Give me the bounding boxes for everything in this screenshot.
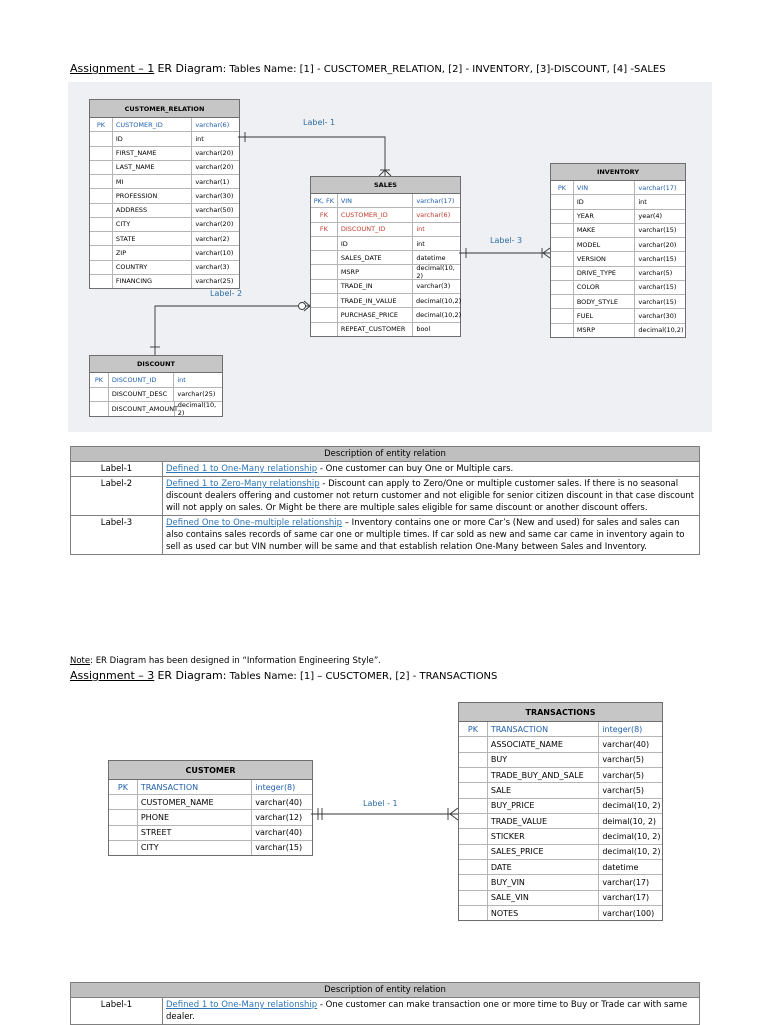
column-name: BUY_VIN — [488, 875, 599, 889]
column-name: ZIP — [113, 246, 192, 259]
column-type: varchar(50) — [195, 206, 234, 215]
column-type: varchar(15) — [255, 843, 303, 853]
column-name: LAST_NAME — [113, 161, 192, 174]
column-type: varchar(25) — [177, 390, 216, 399]
column-name: MSRP — [574, 324, 636, 337]
column-name: DISCOUNT_ID — [338, 223, 414, 236]
column-name: DISCOUNT_ID — [109, 373, 175, 387]
connector-label-1 — [238, 137, 385, 176]
table-title: CUSTOMER_RELATION — [90, 100, 239, 118]
column-type: int — [416, 239, 425, 248]
column-name: CITY — [113, 218, 192, 231]
column-name: MI — [113, 175, 192, 188]
description-label: Label-1 — [71, 998, 163, 1025]
column-type: int — [177, 375, 186, 384]
column-name: FIRST_NAME — [113, 147, 192, 160]
key-cell: FK — [311, 223, 338, 236]
column-type: decimal(10, 2) — [416, 264, 455, 281]
column-type: int — [195, 134, 204, 143]
column-name: PURCHASE_PRICE — [338, 308, 413, 321]
column-type: varchar(100) — [602, 908, 655, 918]
column-name: VIN — [574, 181, 636, 194]
description-title: Description of entity relation — [71, 983, 700, 998]
column-type: decimal(10,2) — [416, 296, 462, 305]
description-label: Label-3 — [71, 516, 163, 555]
heading-rest: Tables Name: [1] – CUSCTOMER, [2] - TRANSACTIONS — [226, 671, 498, 682]
column-name: COLOR — [574, 281, 636, 294]
relation-label-2: Label- 2 — [210, 289, 243, 298]
key-cell: PK — [459, 722, 488, 736]
column-type: integer(8) — [602, 724, 643, 734]
key-cell: FK — [311, 208, 338, 221]
column-type: varchar(5) — [602, 755, 645, 765]
column-type: varchar(40) — [602, 740, 650, 750]
column-name: PROFESSION — [113, 189, 192, 202]
column-type: int — [416, 225, 425, 234]
column-type: integer(8) — [255, 782, 296, 792]
column-type: varchar(20) — [638, 240, 677, 249]
column-name: CUSTOMER_NAME — [138, 795, 252, 809]
column-type: int — [638, 197, 647, 206]
column-name: CUSTOMER_ID — [113, 118, 192, 131]
key-cell: PK — [90, 118, 113, 131]
column-name: ASSOCIATE_NAME — [488, 737, 599, 751]
column-type: varchar(6) — [416, 210, 451, 219]
note-label: Note — [70, 656, 91, 666]
relationship-link[interactable]: Defined 1 to Zero-Many relationship — [166, 479, 320, 489]
column-type: varchar(5) — [602, 786, 645, 796]
heading-er-label: ER Diagram — [157, 62, 223, 75]
column-name: DISCOUNT_AMOUNT — [109, 402, 175, 416]
relationship-link[interactable]: Defined 1 to One-Many relationship — [166, 1000, 318, 1010]
column-type: varchar(40) — [255, 797, 303, 807]
column-name: DATE — [488, 860, 599, 874]
relation-label-1: Label - 1 — [363, 799, 398, 808]
column-type: decimal(10, 2) — [177, 400, 217, 417]
column-type: varchar(20) — [195, 149, 234, 158]
column-name: ID — [113, 132, 192, 145]
column-name: MODEL — [574, 238, 636, 251]
column-name: COUNTRY — [113, 261, 192, 274]
column-name: STATE — [113, 232, 192, 245]
column-name: BODY_STYLE — [574, 295, 636, 308]
column-name: TRANSACTION — [138, 780, 252, 794]
column-name: MSRP — [338, 265, 414, 278]
note-text: : ER Diagram has been designed in “Information Engineering Style”. — [90, 656, 381, 666]
heading-assignment-label: Assignment – 1 — [70, 62, 155, 75]
column-type: deimal(10, 2) — [602, 816, 657, 826]
column-type: decimal(10, 2) — [602, 801, 661, 811]
column-type: varchar(3) — [195, 263, 230, 272]
column-name: TRADE_BUY_AND_SALE — [488, 768, 599, 782]
column-type: varchar(6) — [195, 120, 230, 129]
heading-er-label: ER Diagram: — [157, 669, 227, 682]
column-name: DISCOUNT_DESC — [109, 388, 175, 402]
column-type: decimal(10, 2) — [602, 847, 661, 857]
relation-label-3: Label- 3 — [490, 236, 523, 245]
column-name: FINANCING — [113, 275, 192, 288]
key-cell: PK — [551, 181, 574, 194]
column-type: bool — [416, 325, 431, 334]
column-name: NOTES — [488, 906, 599, 920]
column-type: datetime — [602, 862, 639, 872]
column-name: TRANSACTION — [488, 722, 599, 736]
column-type: varchar(5) — [602, 770, 645, 780]
description-text: - One customer can buy One or Multiple cars. — [317, 464, 514, 474]
column-type: varchar(12) — [255, 812, 303, 822]
column-name: CITY — [138, 841, 252, 855]
column-name: FUEL — [574, 309, 636, 322]
column-type: varchar(17) — [602, 893, 650, 903]
column-type: varchar(20) — [195, 220, 234, 229]
description-label: Label-2 — [71, 477, 163, 516]
column-type: decimal(10,2) — [416, 311, 462, 320]
table-title: INVENTORY — [551, 164, 685, 181]
column-name: SALES_DATE — [338, 251, 414, 264]
connector-label-2 — [155, 306, 310, 355]
key-cell: PK — [109, 780, 138, 794]
column-name: SALE — [488, 783, 599, 797]
column-type: varchar(20) — [195, 163, 234, 172]
column-type: year(4) — [638, 212, 663, 221]
description-text: – Inventory contains one or more Car’s (New and used) for sales and sales can also contains sales records of same car one or multiple times. If car sold as new and same car came in inventory again to sell as used car but VIN number will be same and that establish relation One-Many between Sales and Inventory. — [166, 518, 685, 552]
column-name: VIN — [338, 194, 414, 207]
column-type: varchar(25) — [195, 277, 234, 286]
column-type: varchar(2) — [195, 234, 230, 243]
column-name: MAKE — [574, 224, 636, 237]
description-label: Label-1 — [71, 462, 163, 477]
column-type: varchar(1) — [195, 177, 230, 186]
column-name: STREET — [138, 826, 252, 840]
relationship-link[interactable]: Defined One to One–multiple relationship — [166, 518, 343, 528]
column-type: varchar(3) — [416, 282, 451, 291]
column-type: varchar(17) — [602, 878, 650, 888]
column-type: decimal(10,2) — [638, 326, 684, 335]
column-name: VERSION — [574, 252, 636, 265]
table-title: CUSTOMER — [109, 761, 312, 780]
description-title: Description of entity relation — [71, 447, 700, 462]
column-type: varchar(15) — [638, 297, 677, 306]
column-name: REPEAT_CUSTOMER — [338, 323, 414, 336]
column-name: TRADE_IN_VALUE — [338, 294, 413, 307]
column-name: YEAR — [574, 210, 636, 223]
column-name: PHONE — [138, 810, 252, 824]
column-name: SALES_PRICE — [488, 845, 599, 859]
column-type: varchar(10) — [195, 248, 234, 257]
column-name: BUY — [488, 753, 599, 767]
relation-label-1: Label- 1 — [303, 118, 336, 127]
heading-rest: : Tables Name: [1] - CUSCTOMER_RELATION, [2] - INVENTORY, [3]-DISCOUNT, [4] -SALES — [222, 64, 666, 75]
column-type: varchar(30) — [195, 191, 234, 200]
column-name: CUSTOMER_ID — [338, 208, 414, 221]
column-name: ID — [574, 195, 636, 208]
column-name: DRIVE_TYPE — [574, 267, 636, 280]
column-type: decimal(10, 2) — [602, 832, 661, 842]
table-title: DISCOUNT — [90, 356, 222, 373]
column-type: varchar(17) — [416, 196, 455, 205]
column-type: varchar(15) — [638, 226, 677, 235]
column-type: varchar(30) — [638, 311, 677, 320]
description-text: - One customer can make transaction one or more time to Buy or Trade car with same dealer. — [166, 1000, 688, 1022]
column-name: ID — [338, 237, 414, 250]
column-type: varchar(15) — [638, 283, 677, 292]
column-type: varchar(40) — [255, 828, 303, 838]
column-name: TRADE_IN — [338, 280, 414, 293]
column-type: varchar(15) — [638, 254, 677, 263]
key-cell: PK, FK — [311, 194, 338, 207]
table-title: SALES — [311, 177, 460, 194]
table-title: TRANSACTIONS — [459, 703, 662, 722]
key-cell: PK — [90, 373, 109, 387]
column-type: datetime — [416, 253, 446, 262]
column-name: STICKER — [488, 829, 599, 843]
column-type: varchar(5) — [638, 269, 673, 278]
column-name: BUY_PRICE — [488, 799, 599, 813]
column-name: SALE_VIN — [488, 891, 599, 905]
column-name: TRADE_VALUE — [488, 814, 599, 828]
column-type: varchar(17) — [638, 183, 677, 192]
relationship-link[interactable]: Defined 1 to One-Many relationship — [166, 464, 318, 474]
description-text: - Discount can apply to Zero/One or multiple customer sales. If there is no seasonal discount dealers offering and customer not return customer and not eligible for senior citizen discount in that case discount will not apply on sales. Or Might be there are multiple sales eligible for same discount or another discount offers. — [166, 479, 695, 513]
column-name: ADDRESS — [113, 204, 192, 217]
heading-assignment-label: Assignment – 3 — [70, 669, 155, 682]
